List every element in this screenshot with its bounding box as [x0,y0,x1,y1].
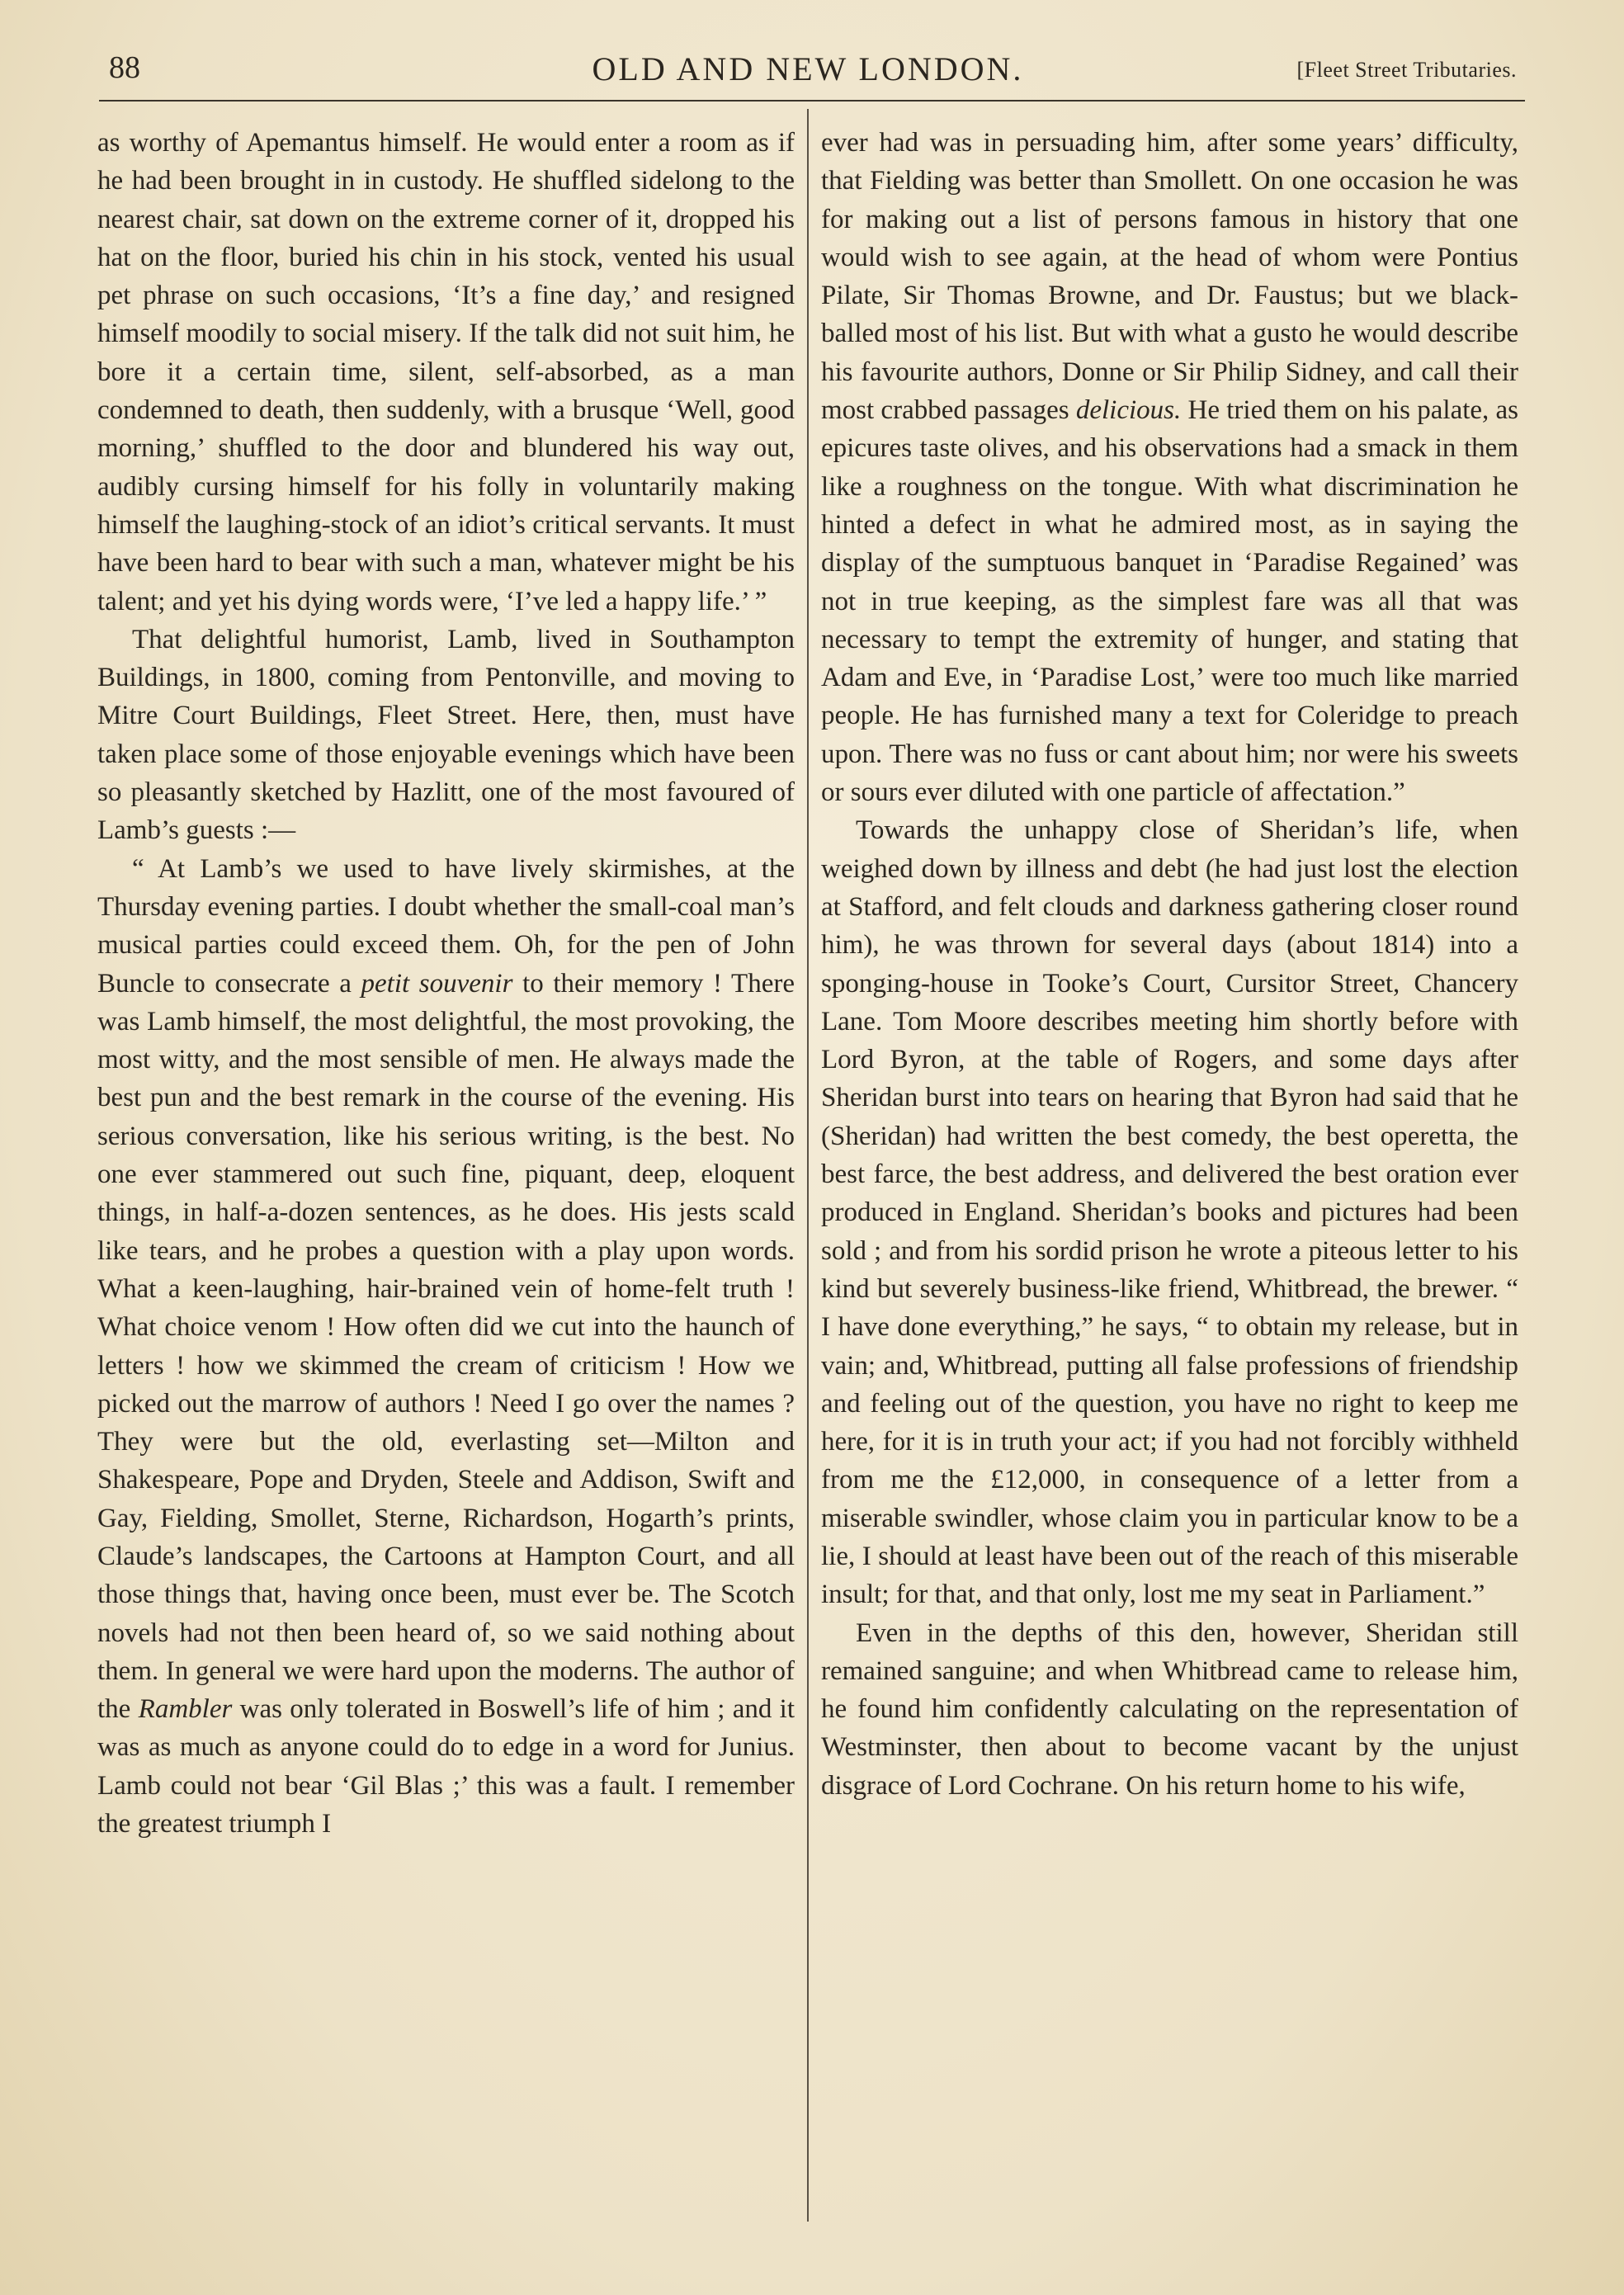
text-run: was only tolerated in Boswell’s life of him ; and it was as much as anyone could do to edge in a word for Junius. Lamb could not bear ‘Gil Blas ;’ this was a fault. I remember the greatest triumph I [97,1694,795,1839]
header-rule [99,100,1525,102]
text-run: “ At Lamb’s we used to have lively skirmishes, at the Thursday evening parties. I doubt whether the small-coal man’s musical parties could exceed them. Oh, for the pen of John Buncle to consecrate a [97,853,795,999]
italic-word: delicious. [1075,395,1182,426]
page-number: 88 [109,50,140,85]
paragraph: Towards the unhappy close of Sheridan’s life, when weighed down by illness and debt (he had just lost the election at Stafford, and felt clouds and darkness gathering closer round him), he was thrown for several days (about 1814) into a sponging-house in Tooke’s Court, Cursitor Street, Chancery Lane. Tom Moore describes meeting him shortly before with Lord Byron, at the table of Rogers, and some days after Sheridan burst into tears on hearing that Byron had said that he (Sheridan) had written the best comedy, the best operetta, the best farce, the best address, and delivered the best oration ever produced in England. Sheridan’s books and pictures had been sold ; and from his sordid prison he wrote a piteous letter to his kind but severely business-like friend, Whitbread, the brewer. “ I have done everything,” he says, “ to obtain my release, but in vain; and, Whitbread, putting all false professions of friendship and feeling out of the question, you have no right to keep me here, for it is in truth your act; if you had not forcibly withheld from me the £12,000, in consequence of a letter from a miserable swindler, whose claim you in particular know to be a lie, I should at least have been out of the reach of this miserable insult; for that, and that only, lost me my seat in Parliament.” [821,815,1518,1610]
text-run: ever had was in persuading him, after some years’ difficulty, that Fielding was better than Smollett. On one occasion he was for making out a list of persons famous in history that one would wish to see again, at the head of whom were Pontius Pilate, Sir Thomas Browne, and Dr. Faustus; but we black-balled most of his list. But with what a gusto he would describe his favourite authors, Donne or Sir Philip Sidney, and call their most crabbed passages [821,128,1518,426]
paragraph [821,124,1518,811]
section-title: [Fleet Street Tributaries. [1296,58,1517,82]
paragraph: as worthy of Apemantus himself. He would enter a room as if he had been brought in in custody. He shuffled sidelong to the nearest chair, sat down on the extreme corner of it, dropped his hat on the floor, buried his chin in his stock, vented his usual pet phrase on such occasions, ‘It’s a fine day,’ and resigned himself moodily to social misery. If the talk did not suit him, he bore it a certain time, silent, self-absorbed, as a man condemned to death, then suddenly, with a brusque ‘Well, good morning,’ shuffled to the door and blundered his way out, audibly cursing himself for his folly in voluntarily making himself the laughing-stock of an idiot’s critical servants. It must have been hard to bear with such a man, whatever might be his talent; and yet his dying words were, ‘I’ve led a happy life.’ ” [97,128,795,616]
left-column [97,124,795,1843]
italic-title: Rambler [138,1694,233,1725]
italic-phrase: petit souvenir [361,968,513,999]
column-divider [807,109,809,2222]
page-header [99,50,1517,99]
paragraph: That delightful humorist, Lamb, lived in Southampton Buildings, in 1800, coming from Pentonville, and moving to Mitre Court Buildings, Fleet Street. Here, then, must have taken place some of those enjoyable evenings which have been so pleasantly sketched by Hazlitt, one of the most favoured of Lamb’s guests :— [97,624,795,846]
text-run: to their memory ! There was Lamb himself, the most delightful, the most provoking, the most witty, and the most sensible of men. He always made the best pun and the best remark in the course of the evening. His serious conversation, like his serious writing, is the best. No one ever stammered out such fine, piquant, deep, eloquent things, in half-a-dozen sentences, as he does. His jests scald like tears, and he probes a question with a play upon words. What a keen-laughing, hair-brained vein of home-felt truth ! What choice venom ! How often did we cut into the haunch of letters ! how we skimmed the cream of criticism ! How we picked out the marrow of authors ! Need I go over the names ? They were but the old, everlasting set—Milton and Shakespeare, Pope and Dryden, Steele and Addison, Swift and Gay, Fielding, Smollet, Sterne, Richardson, Hogarth’s prints, Claude’s landscapes, the Cartoons at Hampton Court, and all those things that, having once been, must ever be. The Scotch novels had not then been heard of, so we said nothing about them. In general we were hard upon the moderns. The author of the [97,968,795,1725]
quotation-paragraph [97,850,795,1844]
paragraph: Even in the depths of this den, however, Sheridan still remained sanguine; and when Whitbread came to release him, he found him confidently calculating on the representation of Westminster, then about to become vacant by the unjust disgrace of Lord Cochrane. On his return home to his wife, [821,1617,1518,1801]
text-run: He tried them on his palate, as epicures taste olives, and his observations had a smack in them like a roughness on the tongue. With what discrimination he hinted a defect in what he admired most, as in saying the display of the sumptuous banquet in ‘Paradise Regained’ was not in true keeping, as the simplest fare was all that was necessary to tempt the extremity of hunger, and stating that Adam and Eve, in ‘Paradise Lost,’ were too much like married people. He has furnished many a text for Coleridge to preach upon. There was no fuss or cant about him; nor were his sweets or sours ever diluted with one particle of affectation.” [821,395,1519,808]
running-title: OLD AND NEW LONDON. [592,50,1024,87]
right-column [821,124,1518,1805]
